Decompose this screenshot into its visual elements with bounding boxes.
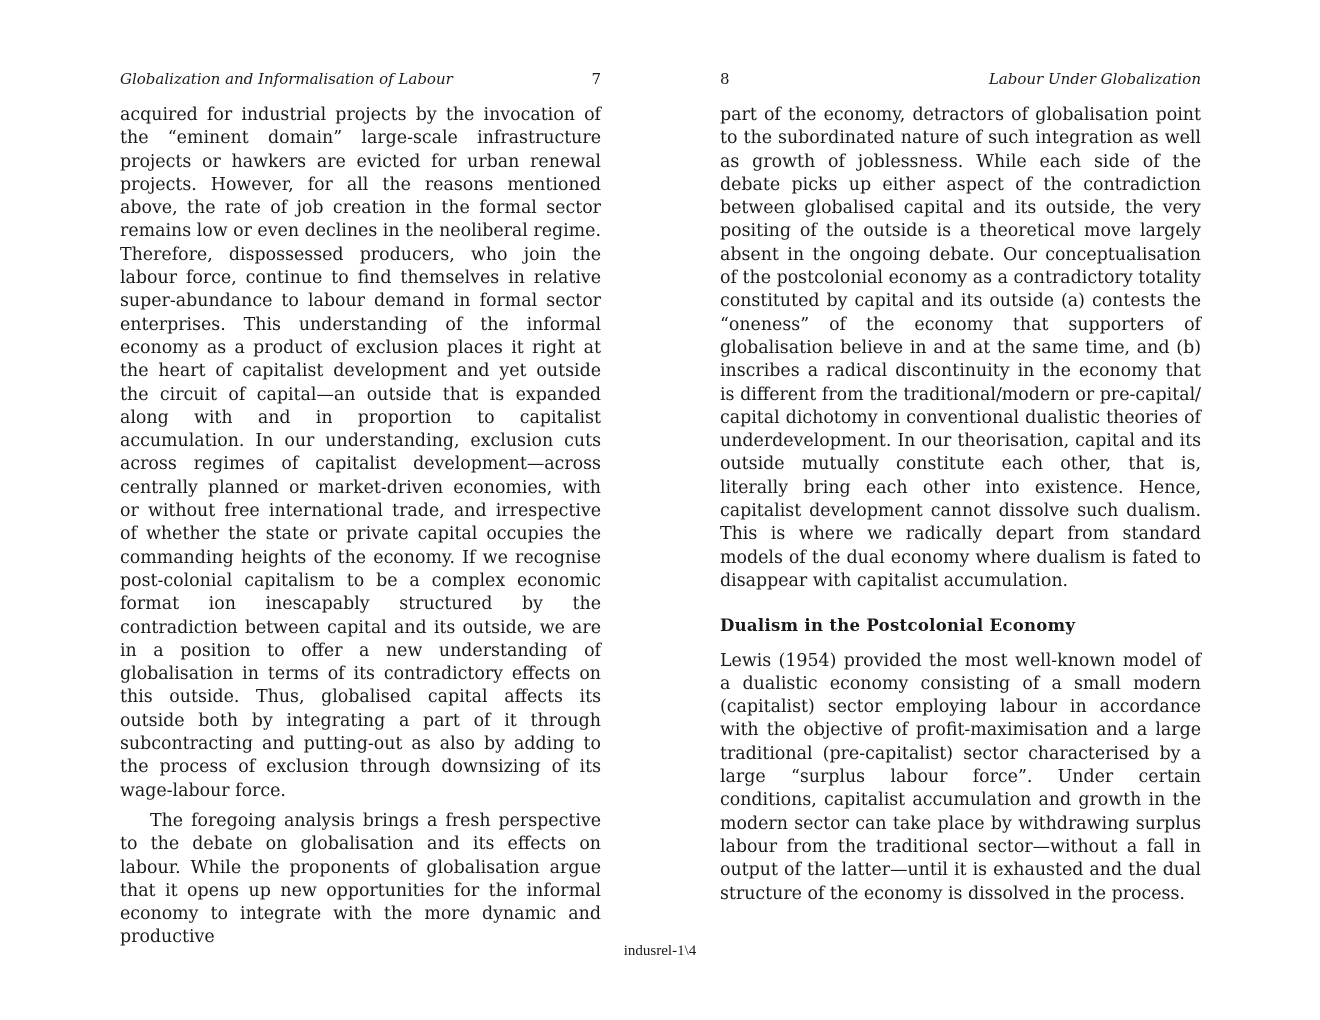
right-paragraph-2: Lewis (1954) provided the most well-known model of a dualistic economy consisting of a small modern (capitalist) sector employing labour in accordance with the objective of profit-maximisation and a large traditional (pre-capitalist) sector characterised by a large “surplus labour force”. Under certain conditions, capitalist accumulation and growth in the modern sector can take place by withdrawing surplus labour from the traditional sector—without a fall in output of the latter—until it is exhausted and the dual structure of the economy is dissolved in the process. bbox=[720, 650, 1201, 904]
left-body-text bbox=[120, 104, 601, 950]
left-page-number: 7 bbox=[591, 70, 601, 88]
footer-file-label: indusrel-1\4 bbox=[623, 943, 697, 959]
section-heading: Dualism in the Postcolonial Economy bbox=[720, 616, 1076, 636]
left-running-head bbox=[120, 66, 601, 92]
right-paragraph-1: part of the economy, detractors of globalisation point to the subordinated nature of such integration as well as growth of joblessness. While each side of the debate picks up either aspect of the contradiction between globalised capital and its outside, the very positing of the outside is a theoretical move largely absent in the ongoing debate. Our conceptualisation of the postcolonial economy as a contradictory totality constituted by capital and its outside (a) contests the “oneness” of the economy that supporters of globalisation believe in and at the same time, and (b) inscribes a radical discontinuity in the economy that is different from the traditional/modern or pre-capital/ capital dichotomy in conventional dualistic theories of underdevelopment. In our theorisation, capital and its outside mutually constitute each other, that is, literally bring each other into existence. Hence, capitalist development cannot dissolve such dualism. This is where we radically depart from standard models of the dual economy where dualism is fated to disappear with capitalist accumulation. bbox=[720, 105, 1201, 591]
left-paragraph-2: The foregoing analysis brings a fresh perspective to the debate on globalisation and its effects on labour. While the proponents of globalisation argue that it opens up new opportunities for the informal economy to integrate with the more dynamic and productive bbox=[120, 810, 601, 948]
right-page bbox=[720, 66, 1201, 906]
right-page-number: 8 bbox=[720, 70, 730, 88]
left-paragraph-1: acquired for industrial projects by the invocation of the “eminent domain” large-scale infrastructure projects or hawkers are evicted for urban renewal projects. However, for all the reasons mentioned above, the rate of job creation in the formal sector remains low or even declines in the neoliberal regime. Therefore, dispossessed producers, who join the labour force, continue to find themselves in relative super-abundance to labour demand in formal sector enterprises. This understanding of the informal economy as a product of exclusion places it right at the heart of capitalist development and yet outside the circuit of capital—an outside that is expanded along with and in proportion to capitalist accumulation. In our understanding, exclusion cuts across regimes of capitalist development—across centrally planned or market-driven economies, with or without free international trade, and irrespective of whether the state or private capital occupies the commanding heights of the economy. If we recognise post-colonial capitalism to be a complex economic format ion inescapably structured by the contradiction between capital and its outside, we are in a position to offer a new understanding of globalisation in terms of its contradictory effects on this outside. Thus, globalised capital affects its outside both by integrating a part of it through subcontracting and putting-out as also by adding to the process of exclusion through downsizing of its wage-labour force. bbox=[120, 105, 601, 801]
right-body-text bbox=[720, 104, 1201, 906]
left-page bbox=[120, 66, 601, 950]
right-running-head bbox=[720, 66, 1201, 92]
left-running-title: Globalization and Informalisation of Labour bbox=[120, 70, 453, 88]
right-running-title: Labour Under Globalization bbox=[988, 70, 1201, 88]
